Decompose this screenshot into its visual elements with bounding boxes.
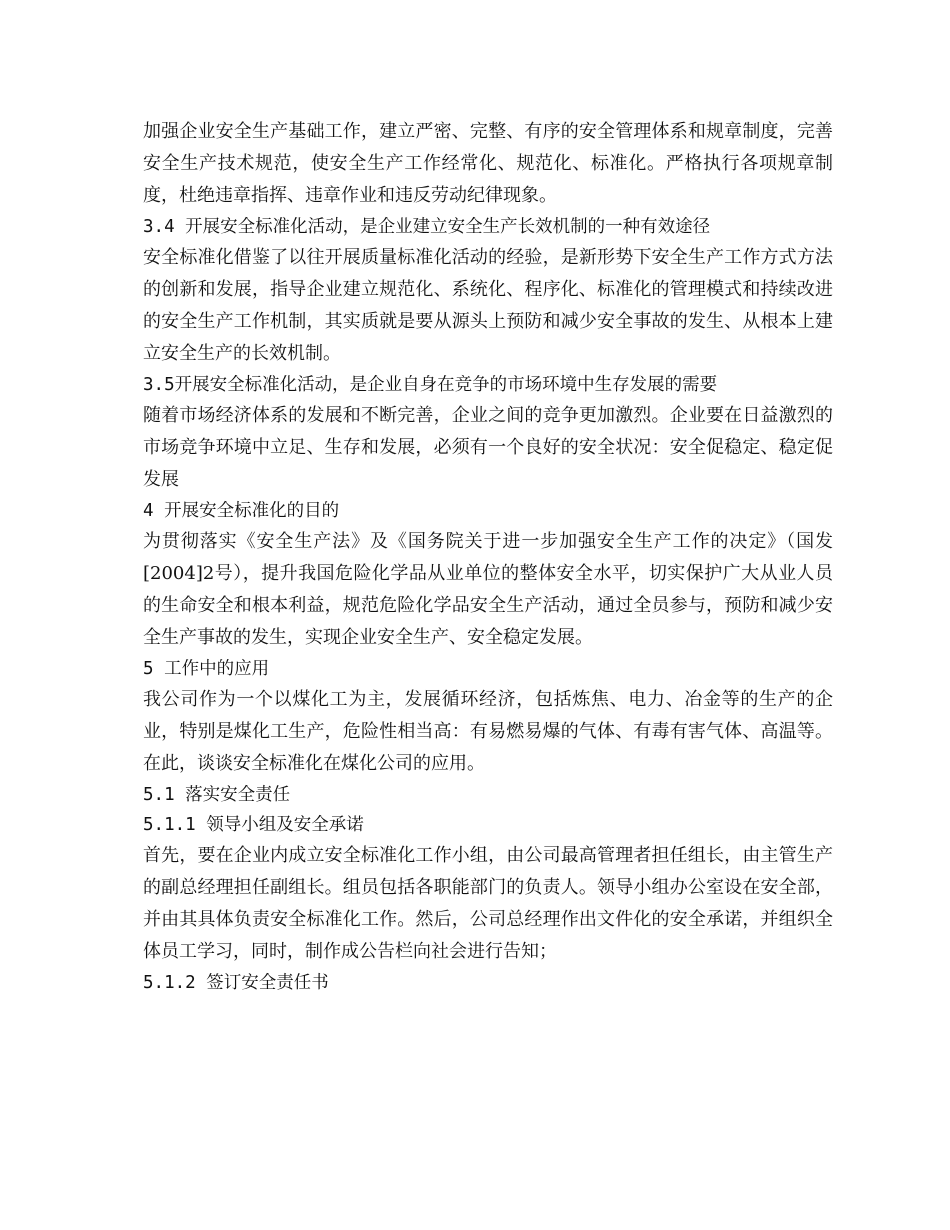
paragraph-market-competition: 随着市场经济体系的发展和不断完善，企业之间的竞争更加激烈。企业要在日益激烈的市场竞争环境中立足、生存和发展，必须有一个良好的安全状况：安全促稳定、稳定促发展 xyxy=(143,405,833,490)
section-heading-3-5: 3.5开展安全标准化活动，是企业自身在竞争的市场环境中生存发展的需要 xyxy=(143,375,718,395)
section-heading-3-4: 3.4 开展安全标准化活动，是企业建立安全生产长效机制的一种有效途径 xyxy=(143,217,711,237)
section-heading-4: 4 开展安全标准化的目的 xyxy=(143,501,340,521)
paragraph-purpose: 为贯彻落实《安全生产法》及《国务院关于进一步加强安全生产工作的决定》（国发[2004]2号），提升我国危险化学品从业单位的整体安全水平，切实保护广大从业人员的生命安全和根本利益，规范危险化学品安全生产活动，通过全员参与，预防和减少安全生产事故的发生，实现企业安全生产、安全稳定发展。 xyxy=(143,531,833,648)
document-body xyxy=(143,116,833,998)
paragraph-company-application: 我公司作为一个以煤化工为主，发展循环经济，包括炼焦、电力、冶金等的生产的企业，特别是煤化工生产，危险性相当高：有易燃易爆的气体、有毒有害气体、高温等。在此，谈谈安全标准化在煤化公司的应用。 xyxy=(143,689,833,774)
paragraph-standardization-innovation: 安全标准化借鉴了以往开展质量标准化活动的经验，是新形势下安全生产工作方式方法的创新和发展，指导企业建立规范化、系统化、程序化、标准化的管理模式和持续改进的安全生产工作机制，其实质就是要从源头上预防和减少安全事故的发生、从根本上建立安全生产的长效机制。 xyxy=(143,247,833,364)
section-heading-5: 5 工作中的应用 xyxy=(143,659,270,679)
paragraph-leadership-group: 首先，要在企业内成立安全标准化工作小组，由公司最高管理者担任组长，由主管生产的副总经理担任副组长。组员包括各职能部门的负责人。领导小组办公室设在安全部，并由其具体负责安全标准化工作。然后，公司总经理作出文件化的安全承诺，并组织全体员工学习，同时，制作成公告栏向社会进行告知； xyxy=(143,845,833,962)
section-heading-5-1-2: 5.1.2 签订安全责任书 xyxy=(143,973,329,993)
section-heading-5-1: 5.1 落实安全责任 xyxy=(143,785,291,805)
paragraph-safety-foundation: 加强企业安全生产基础工作，建立严密、完整、有序的安全管理体系和规章制度，完善安全生产技术规范，使安全生产工作经常化、规范化、标准化。严格执行各项规章制度，杜绝违章指挥、违章作业和违反劳动纪律现象。 xyxy=(143,121,833,206)
section-heading-5-1-1: 5.1.1 领导小组及安全承诺 xyxy=(143,815,364,835)
